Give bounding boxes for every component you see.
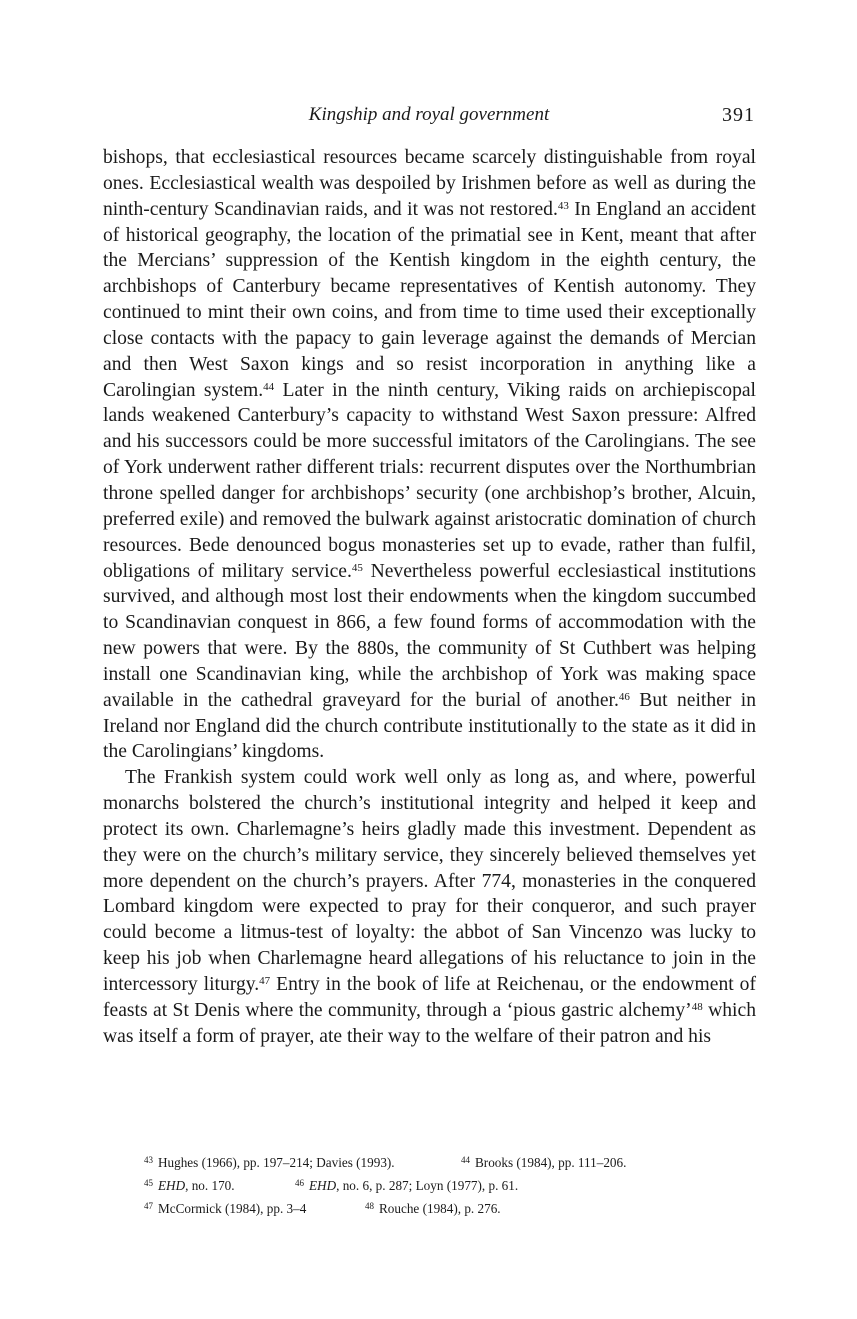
footnote-ref: 48: [691, 1000, 703, 1013]
footnote-text: McCormick (1984), pp. 3–4: [158, 1201, 307, 1216]
running-head: Kingship and royal government: [308, 104, 550, 125]
footnote-row: [144, 1150, 764, 1173]
footnote-row: [144, 1196, 764, 1219]
footnote-row: [144, 1173, 764, 1196]
footnote-number: 43: [144, 1155, 153, 1165]
text-run: Nevertheless powerful ecclesiastical institutions survived, and although most lost their endowments when the kingdom succumbed to Scandinavian conquest in 866, a few found forms of accommodation with the new powers that were. By the 880s, the community of St Cuthbert was helping install one Scandinavian king, while the archbishop of York was making space available in the cathedral graveyard for the burial of another.: [103, 560, 757, 711]
footnote-number: 47: [144, 1201, 153, 1211]
footnote-number: 44: [461, 1155, 470, 1165]
footnote: [144, 1196, 365, 1219]
footnote: [144, 1173, 295, 1196]
page-number: 391: [722, 104, 755, 126]
footnote-ref: 43: [557, 199, 569, 212]
page-header: [103, 100, 755, 130]
footnote: [295, 1173, 519, 1196]
text-run: In England an accident of historical geography, the location of the primatial see in Kent, meant that after the Mercians’ suppression of the Kentish kingdom in the eighth century, the archbishops of Canterbury became representatives of Kentish autonomy. They continued to mint their own coins, and from time to time used their exceptionally close contacts with the papacy to gain leverage against the demands of Mercian and then West Saxon kings and so resist incorporation in anything like a Carolingian system.: [103, 198, 756, 401]
footnote-ref: 46: [618, 690, 630, 703]
footnote-text: EHD: [309, 1178, 337, 1193]
footnote: [144, 1150, 461, 1173]
footnote-ref: 44: [263, 380, 275, 393]
footnote-number: 45: [144, 1178, 153, 1188]
text-run: Entry in the book of life at Reichenau, or the endowment of feasts at St Denis where the community, through a ‘pious gastric alchemy’: [103, 974, 756, 1021]
text-run: which was itself a form of prayer, ate their way to the welfare of their patron and his: [103, 999, 756, 1047]
footnote-ref: 47: [259, 975, 271, 987]
text-run: But neither in Ireland nor England did the church contribute institutionally to the state as it did in the Carolingians’ kingdoms.: [103, 689, 756, 763]
footnote-number: 46: [295, 1178, 304, 1188]
footnote-text: Rouche (1984), p. 276.: [379, 1201, 501, 1216]
footnotes: [144, 1150, 764, 1219]
footnote-text: Brooks (1984), pp. 111–206.: [475, 1155, 627, 1170]
text-run: bishops, that ecclesiastical resources became scarcely distinguishable from royal ones. Ecclesiastical wealth was despoiled by Irishmen before as well as during the ninth-century Scandinavian raids, and it was not restored.: [103, 147, 756, 220]
footnote-text: , no. 170.: [185, 1178, 235, 1193]
paragraph: [103, 765, 756, 1049]
footnote-ref: 45: [351, 561, 363, 574]
footnote: [365, 1196, 540, 1219]
footnote: [461, 1150, 636, 1173]
body-text: [103, 145, 756, 1050]
footnote-text: EHD: [158, 1178, 186, 1193]
footnote-text: Hughes (1966), pp. 197–214; Davies (1993).: [158, 1155, 395, 1170]
footnote-number: 48: [365, 1201, 374, 1211]
paragraph: [103, 145, 756, 765]
text-run: The Frankish system could work well only as long as, and where, powerful monarchs bolstered the church’s institutional integrity and helped it keep and protect its own. Charlemagne’s heirs gladly made this investment. Dependent as they were on the church’s military service, they sincerely believed themselves yet more dependent on the church’s prayers. After 774, monasteries in the conquered Lombard kingdom were expected to pray for their conqueror, and such prayer could become a litmus-test of loyalty: the abbot of San Vincenzo was lucky to keep his job when Charlemagne heard allegations of his reluctance to join in the intercessory liturgy.: [103, 767, 756, 995]
text-run: Later in the ninth century, Viking raids on archiepiscopal lands weakened Canterbury’s capacity to withstand West Saxon pressure: Alfred and his successors could be more successful imitators of the Carolingians. The see of York underwent rather different trials: recurrent disputes over the Northumbrian throne spelled danger for archbishops’ security (one archbishop’s brother, Alcuin, preferred exile) and removed the bulwark against aristocratic domination of church resources. Bede denounced bogus monasteries set up to evade, rather than fulfil, obligations of military service.: [103, 379, 757, 582]
footnote-text: , no. 6, p. 287; Loyn (1977), p. 61.: [336, 1178, 519, 1193]
